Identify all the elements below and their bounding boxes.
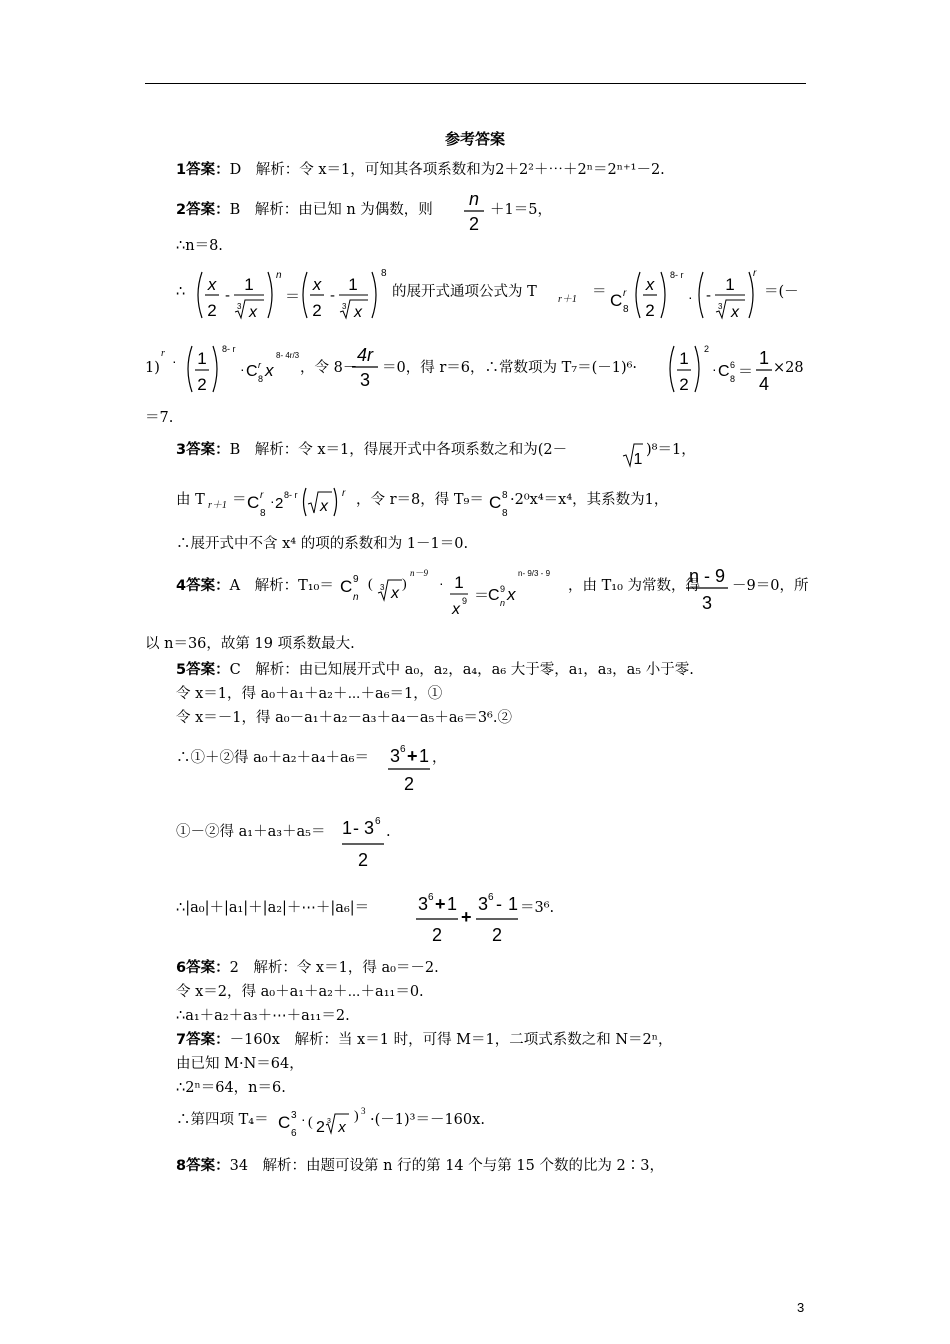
math-two: 2 [316,1119,325,1136]
math-exp-r: r [342,488,346,499]
answer-5 [176,660,694,680]
answer-7-line4: ∴第四项 T₄＝ [176,1112,269,1128]
math-sup-9: 9 [500,584,506,594]
math-dot: · [688,289,693,305]
answer-2-line4-end: ×28 [773,360,804,376]
math-x: x [731,304,739,321]
answer-label: 4答案： [176,578,230,594]
answer-4 [176,576,334,596]
answer-label: 2答案： [176,202,230,218]
answer-label: 8答案： [176,1158,230,1174]
math-sqrt-1 [622,440,644,470]
math-fraction-n9-over-3 [684,562,730,614]
answer-2 [176,200,433,220]
math-sub-6: 6 [291,1128,297,1139]
page-number: 3 [797,1300,805,1315]
math-exp-6: 6 [400,744,406,755]
math-sub-n: n [353,592,359,603]
math-one: 1 [244,275,254,294]
answer-2-line3-lead: ∴ [176,284,186,300]
math-minus: - [496,894,502,914]
answer-text: B 解析：令 x＝1，得展开式中各项系数之和为(2－ [229,442,568,458]
page-title: 参考答案 [444,130,505,148]
math-one: 1 [679,349,689,368]
math-base-3: 3 [390,746,401,766]
svg-text:1: 1 [633,451,643,468]
math-two: 2 [312,301,322,320]
math-den: 2 [491,925,503,945]
math-paren: ( [308,1115,313,1130]
math-eq: ＝ [285,289,301,305]
math-sub-n: n [500,598,506,608]
answer-5-line4-end: ， [432,750,447,766]
answer-4-line2: 以 n＝36，故第 19 项系数最大. [145,636,355,652]
math-dot: · [172,353,177,369]
math-exp-r [752,266,762,280]
math-sup-r: r [258,360,261,370]
answer-1 [176,160,665,180]
math-C: C [488,587,500,604]
math-cube-index: 3 [237,302,242,311]
math-dot: · [712,361,717,377]
answer-6-line3: ∴a₁＋a₂＋a₃＋⋯＋a₁₁＝2. [176,1008,350,1024]
svg-text:r: r [753,268,757,279]
answer-3 [176,440,567,460]
math-T10-term [338,562,570,618]
math-C: C [247,493,260,512]
math-den: 3 [359,370,371,390]
math-one: 1 [508,894,519,914]
math-x: x [265,361,274,380]
math-num: n [468,189,480,209]
answer-text: D 解析：令 x＝1，可知其各项系数和为2＋2²＋⋯＋2ⁿ＝2ⁿ⁺¹－2. [229,162,665,178]
answer-6-line2: 令 x＝2，得 a₀＋a₁＋a₂＋⋯＋a₁₁＝0. [176,984,424,1000]
math-binomial-base [192,266,384,326]
math-den: 2 [468,214,480,234]
math-sup-9: 9 [353,574,359,585]
svg-text:3: 3 [361,1106,366,1116]
math-dot: · [240,361,245,377]
math-x: x [338,1119,346,1136]
math-half-squared [664,344,784,398]
math-den: 2 [357,850,369,870]
math-dot: · [301,1111,306,1127]
svg-text:r＋1: r＋1 [208,500,227,511]
math-exp: 2 [704,344,710,354]
answer-3-tail: )⁸＝1， [646,442,696,458]
math-C: C [246,363,258,380]
answer-5-line6: ∴|a₀|＋|a₁|＋|a₂|＋⋯＋|a₆|＝ [176,900,370,916]
math-cube-index: 3 [380,583,385,592]
math-x: x [354,304,362,321]
answer-2-tail: ＋1＝5， [490,202,552,218]
math-exp: 8- r [670,270,684,280]
math-sum-fractions [414,886,520,944]
answer-4-end: －9＝0，所 [732,578,809,594]
math-sub-8: 8 [730,374,736,384]
svg-text:r＋1: r＋1 [558,294,577,305]
math-two: 2 [197,375,207,394]
math-exp: 8- r [284,490,298,500]
answer-2-line2: ∴n＝8. [176,238,223,254]
answer-text: A 解析：T₁₀＝ [229,578,334,594]
math-C: C [340,577,353,596]
math-minus: - [353,818,359,838]
math-sup-6: 6 [730,360,736,370]
math-plus: + [435,894,446,914]
math-fraction-3-6-plus-1-over-2 [386,738,432,792]
math-C6-3-term [276,1100,356,1142]
math-sup-8: 8 [502,490,508,501]
answer-4-mid: ，由 T₁₀ 为常数，得 [568,578,701,594]
math-exp-9: 9 [462,596,468,606]
math-exp-8 [380,266,390,280]
math-two: 2 [645,301,655,320]
math-num: 4r [356,345,374,365]
math-one: 1 [342,818,353,838]
math-minus: - [225,287,230,304]
math-C: C [489,493,502,512]
math-cube-index: 3 [718,302,723,311]
math-exp-6: 6 [488,892,494,903]
answer-2-line3-eq: ＝ [592,284,607,300]
answer-text: C 解析：由已知展开式中 a₀，a₂，a₄，a₆ 大于零，a₁，a₃，a₅ 小于零. [229,662,694,678]
answer-2-line3-mid: 的展开式通项公式为 T [392,284,537,300]
math-four: 4 [758,374,770,394]
math-cube-index: 3 [327,1118,331,1125]
answer-7-line3: ∴2ⁿ＝64，n＝6. [176,1080,286,1096]
math-one: 1 [758,348,770,368]
math-den: 2 [403,774,415,794]
math-one: 1 [419,746,430,766]
answer-8 [176,1156,664,1176]
math-x: x [320,498,328,515]
math-one: 1 [725,275,735,294]
answer-5-line5-end: . [386,824,391,840]
math-one: 1 [454,573,464,592]
answer-text: B 解析：由已知 n 为偶数，则 [229,202,433,218]
answer-3-line2-c: ，令 r＝8，得 T₉＝ [356,492,484,508]
svg-text:r: r [161,348,165,359]
math-sub-8: 8 [502,508,508,519]
math-dot: · [439,575,444,591]
math-x: x [312,275,322,294]
math-sup-3: 3 [291,1110,297,1121]
math-fraction-n-over-2 [462,186,486,234]
math-minus: - [330,287,335,304]
math-fraction-4r-over-3 [350,342,380,392]
answer-label: 7答案： [176,1032,230,1048]
answer-2-line4-mid2: ＝0，得 r＝6，∴常数项为 T₇＝(－1)⁶· [382,360,638,376]
math-den: 2 [431,925,443,945]
math-plus: + [407,746,418,766]
answer-5-line5: ①－②得 a₁＋a₃＋a₅＝ [176,824,326,840]
math-one: 1 [447,894,458,914]
math-x: x [452,601,460,618]
math-eq: ＝ [738,364,754,380]
answer-3-line2-d: ·2⁰x⁴＝x⁴，其系数为1， [510,492,669,508]
answer-5-line6-end: ＝3⁶. [520,900,555,916]
math-half-term [170,344,312,398]
svg-text:8: 8 [381,268,387,279]
math-x: x [249,304,257,321]
math-exp: n- 9/3 - 9 [518,569,551,578]
math-C: C [278,1113,291,1132]
math-base-3: 3 [478,894,489,914]
answer-7-line2: 由已知 M·N＝64， [176,1056,304,1072]
math-base-3: 3 [418,894,429,914]
math-C8-8 [488,480,510,522]
answer-label: 6答案： [176,960,230,976]
math-sub-8: 8 [623,304,629,315]
answer-7-line4-end: ·(－1)³＝－160x. [370,1112,485,1128]
math-exp-n: n [276,270,282,281]
answer-label: 5答案： [176,662,230,678]
math-num: n - 9 [688,566,726,586]
math-cube-index: 3 [342,302,347,311]
answer-5-line3: 令 x＝－1，得 a₀－a₁＋a₂－a₃＋a₄－a₅＋a₆＝3⁶.② [176,710,512,726]
math-minus: - [706,287,711,304]
math-den: 3 [701,593,713,613]
answer-text: 2 解析：令 x＝1，得 a₀＝－2. [229,960,439,976]
math-exp: 8- 4r/3 [276,351,300,360]
math-sub-r1 [558,292,594,306]
svg-text:): ) [354,1109,359,1124]
math-term [608,266,758,326]
math-eq: ＝ [474,588,490,604]
answer-3-line3: ∴展开式中不含 x⁴ 的项的系数和为 1－1＝0. [176,536,469,552]
math-fraction-1-minus-3-6-over-2 [340,810,386,868]
math-two: 2 [679,375,689,394]
math-x: x [391,585,399,602]
math-C: C [610,291,623,310]
answer-5-line4: ∴①＋②得 a₀＋a₂＋a₄＋a₆＝ [176,750,369,766]
math-base-3: 3 [364,818,375,838]
math-C: C [718,363,730,380]
answer-label: 1答案： [176,162,230,178]
math-dot: · [270,493,275,509]
math-exp-6: 6 [428,892,434,903]
math-x: x [507,585,516,604]
math-two: 2 [207,301,217,320]
answer-5-line2: 令 x＝1，得 a₀＋a₁＋a₂＋⋯＋a₆＝1，① [176,686,443,702]
math-one: 1 [197,349,207,368]
answer-2-line3-end: ＝(－ [764,284,799,300]
math-paren: ( [368,577,373,592]
answer-label: 3答案： [176,442,230,458]
math-x: x [645,275,655,294]
answer-2-line4-mid: ，令 8－ [300,360,358,376]
math-term-sqrt [246,480,362,522]
answer-text: －160x 解析：当 x＝1 时，可得 M＝1，二项式系数之和 N＝2ⁿ， [229,1032,673,1048]
math-sub-8: 8 [258,374,264,384]
answer-3-line2-a: 由 T [176,492,205,508]
answer-text: 34 解析：由题可设第 n 行的第 14 个与第 15 个数的比为 2∶3， [229,1158,664,1174]
math-sup-r: r [260,490,264,501]
answer-2-line5: ＝7. [145,410,174,426]
math-exp-6: 6 [375,816,381,827]
math-two: 2 [275,495,284,512]
answer-3-line2-b: ＝ [232,492,247,508]
math-sub-8: 8 [260,508,266,519]
math-exp: 8- r [222,344,236,354]
answer-7 [176,1030,673,1050]
math-paren: ) [402,577,407,592]
math-x: x [207,275,217,294]
answer-2-line4-lead: 1) [145,360,160,376]
answer-6 [176,958,439,978]
math-one: 1 [348,275,358,294]
header-rule [145,83,806,84]
math-sup-r: r [623,288,627,299]
math-plus: + [461,907,472,927]
math-exp: n－9 [410,568,429,578]
math-exp-r [160,346,170,360]
